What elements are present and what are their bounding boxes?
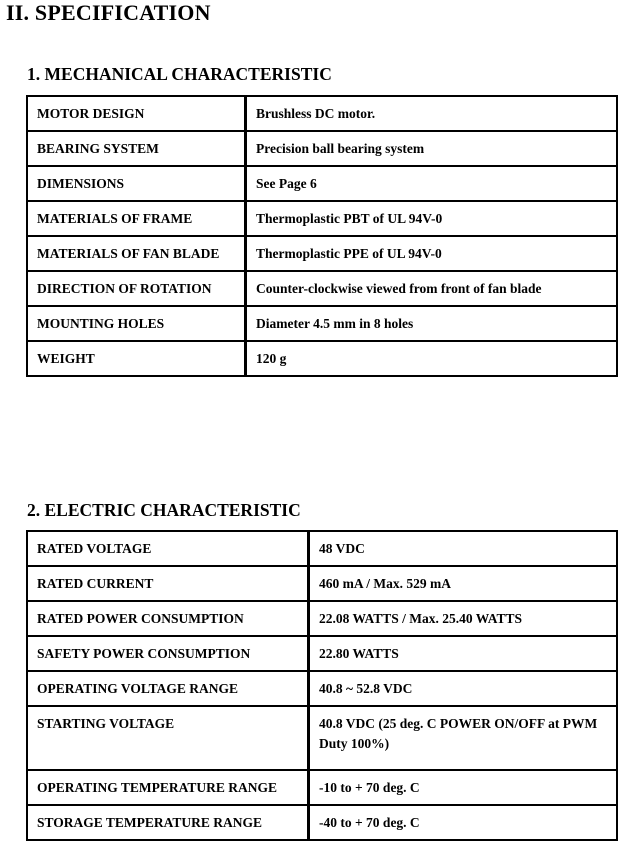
spec-value: 460 mA / Max. 529 mA xyxy=(309,566,617,601)
spec-value: Brushless DC motor. xyxy=(246,96,617,131)
spec-key: RATED CURRENT xyxy=(27,566,309,601)
spec-key: DIRECTION OF ROTATION xyxy=(27,271,246,306)
spec-key: OPERATING TEMPERATURE RANGE xyxy=(27,770,309,805)
table-row xyxy=(27,96,617,131)
spec-key: RATED VOLTAGE xyxy=(27,531,309,566)
spec-key: WEIGHT xyxy=(27,341,246,376)
spec-value: Thermoplastic PPE of UL 94V-0 xyxy=(246,236,617,271)
table-row xyxy=(27,201,617,236)
spec-value: 22.80 WATTS xyxy=(309,636,617,671)
spec-key: MOTOR DESIGN xyxy=(27,96,246,131)
spec-value: See Page 6 xyxy=(246,166,617,201)
table-row xyxy=(27,131,617,166)
table-row xyxy=(27,306,617,341)
table-row xyxy=(27,601,617,636)
spec-value: 40.8 ~ 52.8 VDC xyxy=(309,671,617,706)
spec-key: SAFETY POWER CONSUMPTION xyxy=(27,636,309,671)
mechanical-heading: 1. MECHANICAL CHARACTERISTIC xyxy=(27,64,332,84)
spec-key: MOUNTING HOLES xyxy=(27,306,246,341)
spec-key: MATERIALS OF FRAME xyxy=(27,201,246,236)
spec-key: OPERATING VOLTAGE RANGE xyxy=(27,671,309,706)
electric-heading: 2. ELECTRIC CHARACTERISTIC xyxy=(27,500,301,520)
spec-key: DIMENSIONS xyxy=(27,166,246,201)
spec-value: Precision ball bearing system xyxy=(246,131,617,166)
table-row xyxy=(27,671,617,706)
spec-value: 40.8 VDC (25 deg. C POWER ON/OFF at PWM Duty 100%) xyxy=(309,706,617,770)
spec-value: -40 to + 70 deg. C xyxy=(309,805,617,840)
table-row xyxy=(27,166,617,201)
spec-value: Diameter 4.5 mm in 8 holes xyxy=(246,306,617,341)
spec-value: Thermoplastic PBT of UL 94V-0 xyxy=(246,201,617,236)
table-row xyxy=(27,566,617,601)
spec-key: RATED POWER CONSUMPTION xyxy=(27,601,309,636)
table-row xyxy=(27,805,617,840)
spec-key: BEARING SYSTEM xyxy=(27,131,246,166)
mechanical-table xyxy=(26,95,618,377)
spec-value: Counter-clockwise viewed from front of fan blade xyxy=(246,271,617,306)
page-title: II. SPECIFICATION xyxy=(6,0,211,25)
table-row xyxy=(27,341,617,376)
table-row xyxy=(27,706,617,770)
spec-key: STARTING VOLTAGE xyxy=(27,706,309,770)
electric-table xyxy=(26,530,618,841)
table-row xyxy=(27,236,617,271)
table-row xyxy=(27,770,617,805)
table-row xyxy=(27,531,617,566)
spec-key: MATERIALS OF FAN BLADE xyxy=(27,236,246,271)
spec-value: -10 to + 70 deg. C xyxy=(309,770,617,805)
spec-value: 120 g xyxy=(246,341,617,376)
spec-key: STORAGE TEMPERATURE RANGE xyxy=(27,805,309,840)
spec-value: 48 VDC xyxy=(309,531,617,566)
table-row xyxy=(27,271,617,306)
spec-value: 22.08 WATTS / Max. 25.40 WATTS xyxy=(309,601,617,636)
table-row xyxy=(27,636,617,671)
